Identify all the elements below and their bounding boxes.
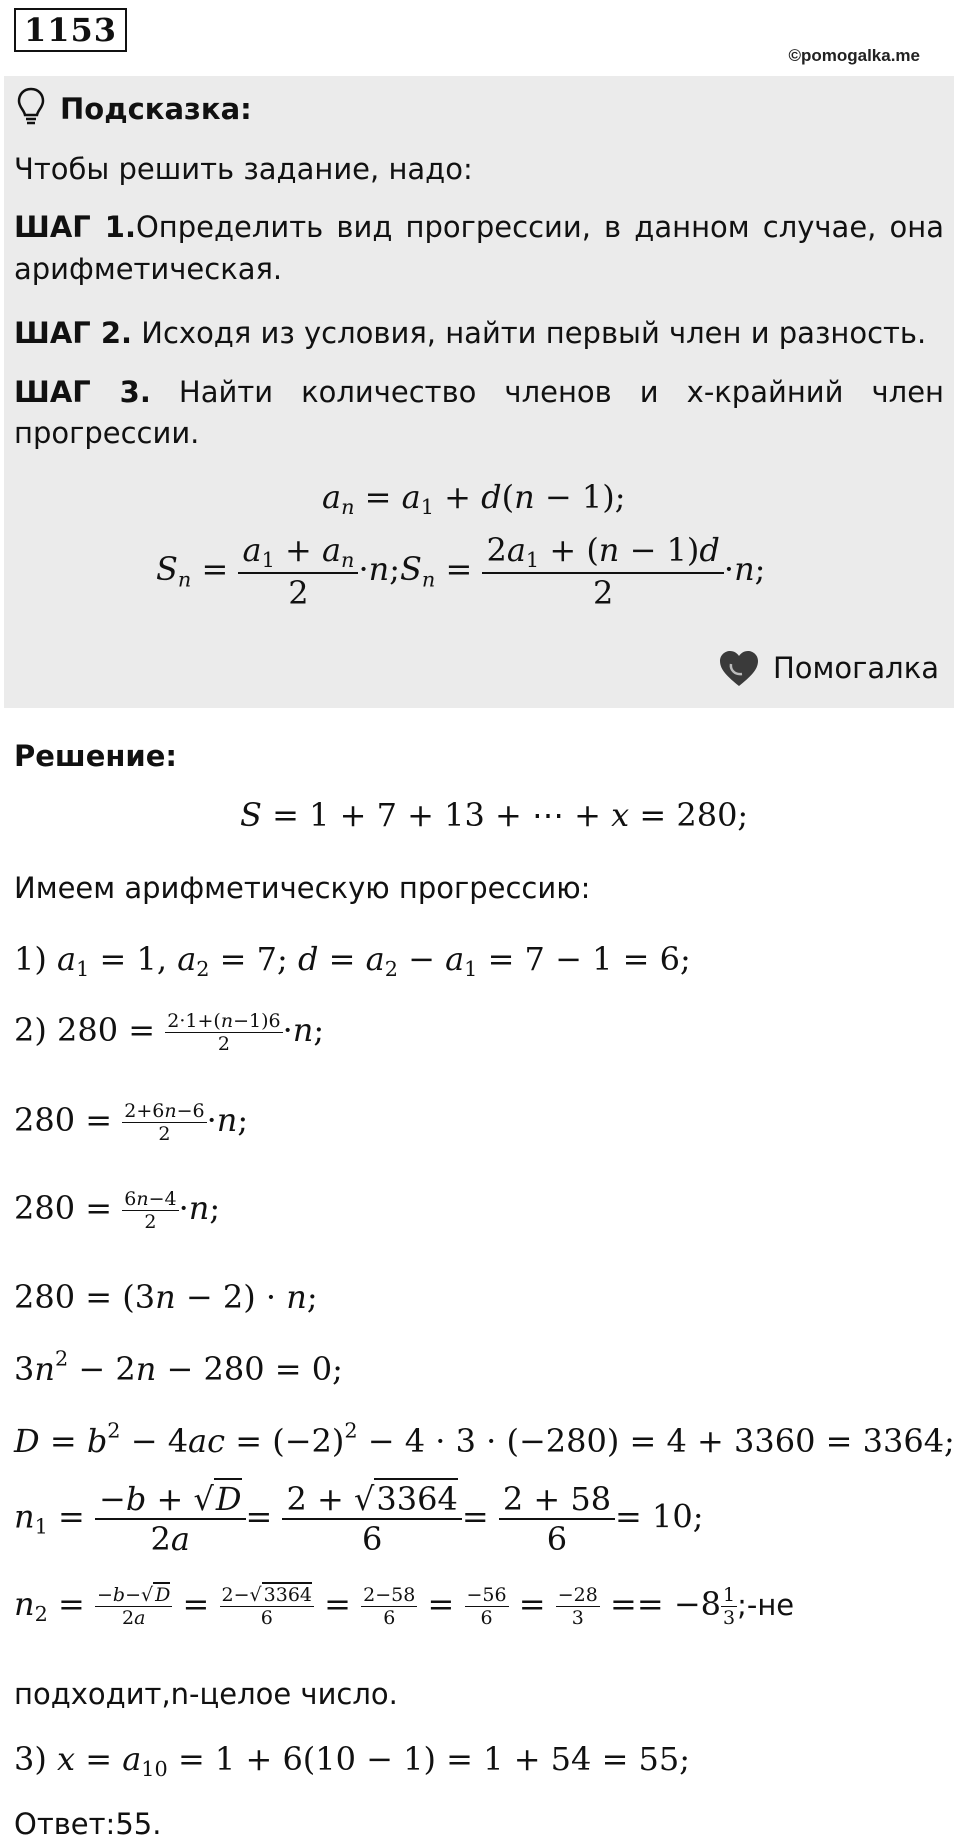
- step1-line2: арифметическая.: [14, 252, 283, 286]
- hint-title: Подсказка:: [60, 92, 252, 126]
- root-n1-eq: $n_1$ = $\frac{-b + √D}{2a}$ = $\frac{2 + √3364}{6}$ = $\frac{2 + 58}{6}$ = 10;: [14, 1480, 704, 1558]
- eq-280-c: 280 = (3n − 2) · n;: [14, 1278, 318, 1316]
- step2: ШАГ 2. Исходя из условия, найти первый член и разность.: [14, 316, 927, 350]
- lightbulb-icon: [16, 86, 46, 130]
- watermark: ©pomogalka.me: [788, 46, 920, 65]
- heart-icon: [718, 650, 760, 692]
- eq-280-a: 280 = $\frac{2+6n-6}{2}$ ·n;: [14, 1100, 249, 1145]
- n2-rejection: подходит,n-целое число.: [14, 1677, 398, 1711]
- formula-sn: $S_n$ = $\frac{a_1 + a_n}{2}$ $\cdot n;S_n$ = $\frac{2a_1 + (n - 1)d}{2}$ ·n;: [156, 531, 766, 613]
- step3-line2: прогрессии.: [14, 416, 200, 450]
- hint-box: [4, 76, 954, 708]
- root-n2-eq: $n_2$ = $\frac{-b-√ D}{2a}$ = $\frac{2-√ 3364}{6}$ = $\frac{2-58}{6}$ = $\frac{-56}{6}$ = $\frac{-28}{3}$ == −8 $\frac{1}{3}$ ;-не: [14, 1584, 795, 1629]
- quadratic-eq: $3n^2 - 2n - 280 = 0$;: [14, 1346, 343, 1388]
- sum-equation: S = 1 + 7 + 13 + ⋯ + x = 280;: [240, 796, 749, 834]
- step-3-eq: 3) $x = a_{10} = 1 + 6(10 - 1) = 1 + 54 = 55$;: [14, 1740, 691, 1782]
- answer: Ответ:55.: [14, 1807, 162, 1841]
- solution-intro: Имеем арифметическую прогрессию:: [14, 871, 591, 905]
- task-number: 1153: [14, 8, 127, 52]
- step1-line1: ШАГ 1.Определить вид прогрессии, в данном случае, она: [14, 210, 945, 244]
- formula-an: $a_n = a_1 + d(n - 1)$;: [322, 478, 626, 520]
- step-1-eq: 1) $a_1 = 1$, $a_2 = 7$; $d = a_2 - a_1 = 7 - 1 = 6$;: [14, 940, 691, 982]
- discriminant-eq: $D = b^2 - 4ac = (-2)^2 - 4 \cdot 3 \cdot (-280) = 4 + 3360 = 3364$;: [14, 1418, 955, 1460]
- eq-280-b: 280 = $\frac{6n-4}{2}$ ·n;: [14, 1188, 221, 1233]
- step-2-eq: 2) 280 = $\frac{2\cdot 1+(n-1)6}{2}$ ·n;: [14, 1010, 325, 1055]
- hint-intro: Чтобы решить задание, надо:: [14, 152, 473, 186]
- brand-name: Помогалка: [773, 651, 939, 685]
- step3-line1: ШАГ 3. Найти количество членов и х-крайний член: [14, 375, 944, 409]
- solution-title: Решение:: [14, 739, 178, 773]
